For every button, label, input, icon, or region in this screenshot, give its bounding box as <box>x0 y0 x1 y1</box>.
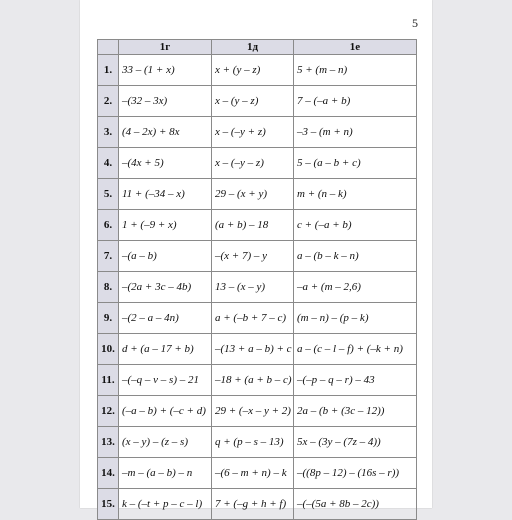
table-row <box>98 396 417 427</box>
cell-1e: 5 + (m – n) <box>294 55 417 86</box>
cell-1e: 5 – (a – b + c) <box>294 148 417 179</box>
row-number: 2. <box>98 86 119 117</box>
cell-1g: (–a – b) + (–c + d) <box>119 396 212 427</box>
table-row <box>98 148 417 179</box>
cell-1e: –a + (m – 2,6) <box>294 272 417 303</box>
row-number: 1. <box>98 55 119 86</box>
cell-1d: –(6 – m + n) – k <box>212 458 294 489</box>
row-number: 13. <box>98 427 119 458</box>
cell-1d: –(x + 7) – y <box>212 241 294 272</box>
cell-1g: (x – y) – (z – s) <box>119 427 212 458</box>
row-number: 5. <box>98 179 119 210</box>
header-column-1d: 1д <box>212 40 294 55</box>
cell-1d: –18 + (a + b – c) <box>212 365 294 396</box>
cell-1g: (4 – 2x) + 8x <box>119 117 212 148</box>
cell-1e: 5x – (3y – (7z – 4)) <box>294 427 417 458</box>
row-number: 11. <box>98 365 119 396</box>
cell-1e: 7 – (–a + b) <box>294 86 417 117</box>
cell-1g: –(32 – 3x) <box>119 86 212 117</box>
cell-1g: –(2 – a – 4n) <box>119 303 212 334</box>
header-column-1g: 1г <box>119 40 212 55</box>
cell-1e: 2a – (b + (3c – 12)) <box>294 396 417 427</box>
cell-1e: m + (n – k) <box>294 179 417 210</box>
cell-1d: –(13 + a – b) + c <box>212 334 294 365</box>
table-row <box>98 86 417 117</box>
book-page <box>80 0 432 508</box>
cell-1e: –3 – (m + n) <box>294 117 417 148</box>
table-row <box>98 179 417 210</box>
cell-1e: a – (b – k – n) <box>294 241 417 272</box>
cell-1d: q + (p – s – 13) <box>212 427 294 458</box>
table-row <box>98 458 417 489</box>
row-number: 12. <box>98 396 119 427</box>
row-number: 3. <box>98 117 119 148</box>
cell-1g: k – (–t + p – c – l) <box>119 489 212 520</box>
cell-1d: 29 + (–x – y + 2) <box>212 396 294 427</box>
table-row <box>98 241 417 272</box>
cell-1g: 1 + (–9 + x) <box>119 210 212 241</box>
header-column-1e: 1е <box>294 40 417 55</box>
cell-1d: x – (y – z) <box>212 86 294 117</box>
cell-1g: –(a – b) <box>119 241 212 272</box>
table-row <box>98 489 417 520</box>
cell-1d: 7 + (–g + h + f) <box>212 489 294 520</box>
cell-1g: d + (a – 17 + b) <box>119 334 212 365</box>
table-row <box>98 303 417 334</box>
row-number: 15. <box>98 489 119 520</box>
cell-1d: 29 – (x + y) <box>212 179 294 210</box>
cell-1d: x – (–y + z) <box>212 117 294 148</box>
cell-1e: –(–(5a + 8b – 2c)) <box>294 489 417 520</box>
table-row <box>98 365 417 396</box>
row-number: 14. <box>98 458 119 489</box>
cell-1g: 11 + (–34 – x) <box>119 179 212 210</box>
row-number: 7. <box>98 241 119 272</box>
row-number: 6. <box>98 210 119 241</box>
cell-1d: 13 – (x – y) <box>212 272 294 303</box>
header-corner <box>98 40 119 55</box>
cell-1g: –m – (a – b) – n <box>119 458 212 489</box>
table-row <box>98 427 417 458</box>
table-header-row <box>98 40 417 55</box>
cell-1e: –((8p – 12) – (16s – r)) <box>294 458 417 489</box>
row-number: 9. <box>98 303 119 334</box>
row-number: 4. <box>98 148 119 179</box>
cell-1e: a – (c – l – f) + (–k + n) <box>294 334 417 365</box>
cell-1d: (a + b) – 18 <box>212 210 294 241</box>
row-number: 8. <box>98 272 119 303</box>
page-number: 5 <box>412 16 418 30</box>
table-row <box>98 334 417 365</box>
table-row <box>98 117 417 148</box>
table-row <box>98 210 417 241</box>
cell-1g: –(–q – v – s) – 21 <box>119 365 212 396</box>
cell-1e: c + (–a + b) <box>294 210 417 241</box>
cell-1e: (m – n) – (p – k) <box>294 303 417 334</box>
cell-1g: –(2a + 3c – 4b) <box>119 272 212 303</box>
cell-1g: –(4x + 5) <box>119 148 212 179</box>
cell-1d: a + (–b + 7 – c) <box>212 303 294 334</box>
cell-1e: –(–p – q – r) – 43 <box>294 365 417 396</box>
exercise-table <box>97 39 417 520</box>
cell-1d: x – (–y – z) <box>212 148 294 179</box>
table-row <box>98 272 417 303</box>
table-body <box>98 55 417 520</box>
cell-1d: x + (y – z) <box>212 55 294 86</box>
table-row <box>98 55 417 86</box>
row-number: 10. <box>98 334 119 365</box>
cell-1g: 33 – (1 + x) <box>119 55 212 86</box>
